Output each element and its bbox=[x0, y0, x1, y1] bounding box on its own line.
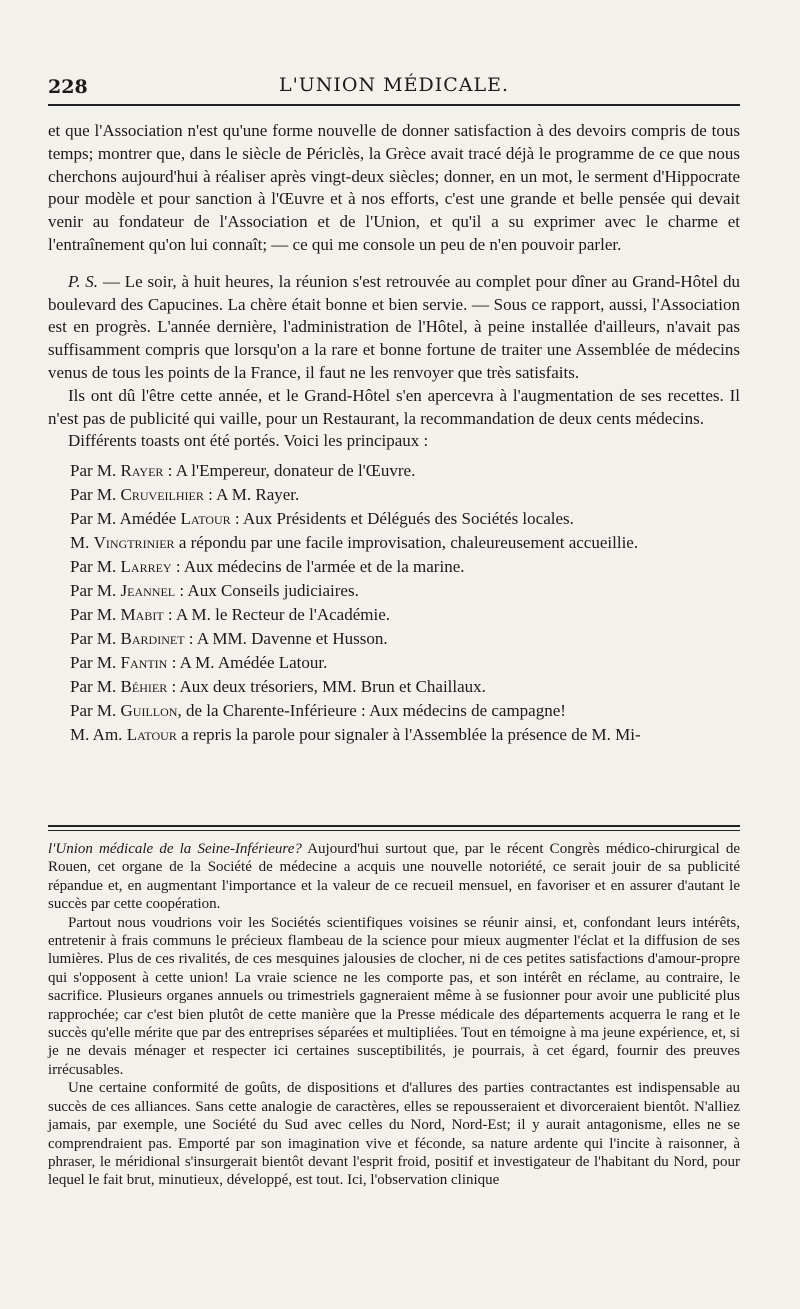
person-name: Rayer bbox=[120, 461, 164, 481]
toast-item: Par M. Jeannel : Aux Conseils judiciaires. bbox=[70, 581, 359, 601]
paragraph-toasts-intro: Différents toasts ont été portés. Voici les principaux : bbox=[68, 431, 429, 451]
ps-label: P. S. bbox=[68, 271, 99, 291]
page-number: 228 bbox=[48, 76, 88, 98]
paragraph-societes: Partout nous voudrions voir les Sociétés scientifiques voisines se réunir ainsi, et, confondant leurs intérêts, entretenir à frais communs le précieux flambeau de la science pour mieux augmenter l'éclat et la diffusion de ses lumières. Plus de ces rivalités, de ces mesquines jalousies de clocher, ni de ces petites satisfactions d'amour-propre qui s'opposent à cette union! La vraie science ne les comporte pas, et son intérêt en réclame, au contraire, le sacrifice. Plusieurs organes annuels ou trimestriels gagneraient même à se fusionner pour avoir une publicité plus rapprochée; car c'est bien plutôt de cette manière que la Presse médicale des départements acquerra le rang et le succès qu'elle mérite que par des entreprises séparées et multipliées. Tout en témoigne à ma jeune expérience, et, si je ne devais ménager et respecter ici certaines susceptibilités, je pourrais, à cet égard, fournir des preuves irrécusables. bbox=[48, 914, 740, 1078]
toast-item: Par M. Larrey : Aux médecins de l'armée et de la marine. bbox=[70, 557, 465, 577]
paragraph-conformite: Une certaine conformité de goûts, de dispositions et d'allures des parties contractantes est indispensable au succès de ces alliances. Sans cette analogie de caractères, elles se repousseraient et divorceraient bientôt. N'alliez jamais, par exemple, une Société du Sud avec celles du Nord, Nord-Est; il y aurait antagonisme, elles ne se comprendraient pas. Emporté par son imagination vive et féconde, sa nature ardente qui l'incite à raisonner, à phraser, le méridional s'insurgerait bientôt devant l'esprit froid, positif et investigateur de l'habitant du Nord, pour lequel le fait brut, minutieux, développé, est tout. Ici, l'observation clinique bbox=[48, 1080, 740, 1189]
toast-item: M. Am. Latour a repris la parole pour signaler à l'Assemblée la présence de M. Mi- bbox=[70, 725, 641, 745]
toast-item: Par M. Bardinet : A MM. Davenne et Husson. bbox=[70, 629, 388, 649]
feuilleton-rule bbox=[48, 825, 740, 827]
ps-text: — Le soir, à huit heures, la réunion s'est retrouvée au complet pour dîner au Grand-Hôtel du boulevard des Capucines. La chère était bonne et bien servie. — Sous ce rapport, aussi, l'Association est en progrès. L'année dernière, l'administration de l'Hôtel, à peine installée d'ailleurs, n'avait pas suffisamment compris que lorsqu'on a la rare et bonne fortune de traiter une Assemblée de médecins venus de tous les points de la France, il faut ne les renvoyer que très satisfaits. bbox=[48, 271, 741, 382]
paragraph-association: et que l'Association n'est qu'une forme nouvelle de donner satisfaction à des devoirs compris de tous temps; montrer que, dans le siècle de Périclès, la Grèce avait tracé déjà le programme de ce que nous cherchons aujourd'hui à réaliser après vingt-deux siècles; donner, en un mot, le serment d'Hippocrate pour modèle et pour sanction à l'Œuvre et à nos efforts, c'est une grande et belle pensée qui devait venir au fondateur de l'Association et de l'Union, et qu'il a su exprimer avec le charme et l'entraînement qu'on lui connaît; — ce qui me console un peu de n'en pouvoir parler. bbox=[48, 121, 740, 254]
page-header bbox=[48, 72, 740, 102]
person-name: Jeannel bbox=[120, 581, 176, 601]
main-text bbox=[48, 120, 740, 747]
person-name: Cruveilhier bbox=[120, 485, 204, 505]
toast-item: Par M. Amédée Latour : Aux Présidents et Délégués des Sociétés locales. bbox=[70, 509, 574, 529]
toast-item: Par M. Fantin : A M. Amédée Latour. bbox=[70, 653, 328, 673]
person-name: Vingtrinier bbox=[93, 533, 175, 553]
person-name: Béhier bbox=[120, 677, 168, 697]
toast-item: Par M. Cruveilhier : A M. Rayer. bbox=[70, 485, 300, 505]
toast-item: Par M. Béhier : Aux deux trésoriers, MM. Brun et Chaillaux. bbox=[70, 677, 486, 697]
person-name: Larrey bbox=[120, 557, 172, 577]
journal-title: l'Union médicale de la Seine-Inférieure? bbox=[48, 841, 302, 857]
paragraph-union-rouen: l'Union médicale de la Seine-Inférieure? Aujourd'hui surtout que, par le récent Congrès médico-chirurgical de Rouen, cet organe de la Société de médecine a acquis une nouvelle notoriété, ce serait jouir de sa publicité répandue et, en augmentant l'importance et la valeur de ce recueil mensuel, en favoriser et en assurer d'autant le succès par cette coopération. bbox=[48, 841, 740, 913]
person-name: Mabit bbox=[120, 605, 164, 625]
toast-item: Par M. Mabit : A M. le Recteur de l'Académie. bbox=[70, 605, 391, 625]
toast-item: Par M. Guillon, de la Charente-Inférieure : Aux médecins de campagne! bbox=[70, 701, 566, 721]
toast-item: Par M. Rayer : A l'Empereur, donateur de l'Œuvre. bbox=[70, 461, 416, 481]
toast-list bbox=[48, 459, 740, 747]
person-name: Bardinet bbox=[120, 629, 185, 649]
header-rule bbox=[48, 104, 740, 106]
feuilleton-rule-thin bbox=[48, 830, 740, 831]
person-name: Latour bbox=[180, 509, 231, 529]
person-name: Fantin bbox=[120, 653, 168, 673]
paragraph-postscript bbox=[48, 271, 740, 385]
running-title: L'UNION MÉDICALE. bbox=[278, 74, 510, 96]
toast-item: M. Vingtrinier a répondu par une facile improvisation, chaleureusement accueillie. bbox=[70, 533, 639, 553]
person-name: Guillon bbox=[120, 701, 178, 721]
person-name: Latour bbox=[126, 725, 177, 745]
paragraph-hotel: Ils ont dû l'être cette année, et le Grand-Hôtel s'en apercevra à l'augmentation de ses recettes. Il n'est pas de publicité qui vaille, pour un Restaurant, la recommandation de deux cents médecins. bbox=[48, 385, 740, 428]
feuilleton-text bbox=[48, 840, 740, 1190]
